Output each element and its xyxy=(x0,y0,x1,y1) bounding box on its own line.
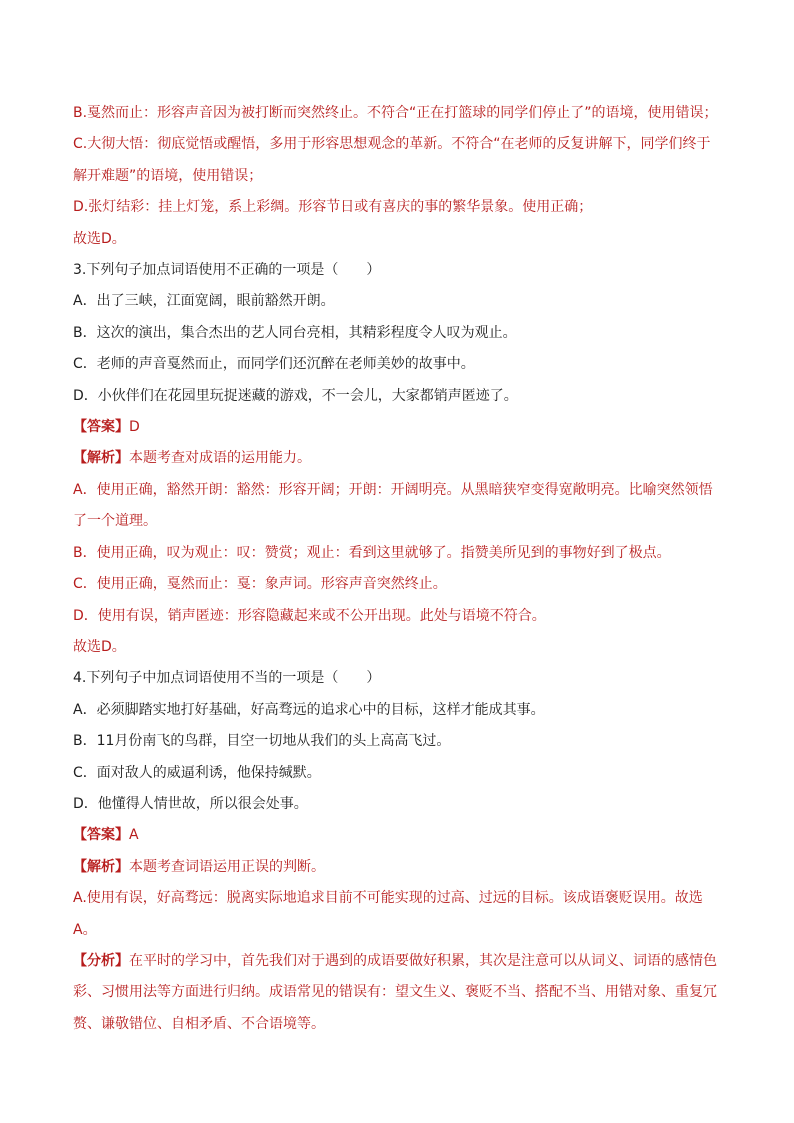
analysis-tag: 【解析】 xyxy=(73,858,129,875)
question-3-stem: 3.下列句子加点词语使用不正确的一项是（ ） xyxy=(73,262,381,279)
analysis-tag: 【解析】 xyxy=(73,450,129,467)
prev-conclusion: 故选D。 xyxy=(73,230,126,247)
answer-tag: 【答案】 xyxy=(73,419,129,436)
question-4-analysis-a: A.使用有误，好高骛远：脱离实际地追求目前不可能实现的过高、过远的目标。该成语褒贬误用。故选A。 xyxy=(73,890,703,938)
prev-explanation-b: B.戛然而止：形容声音因为被打断而突然终止。不符合“正在打篮球的同学们停止了”的语境，使用错误； xyxy=(73,105,718,121)
question-4-option-b: B．11月份南飞的鸟群，目空一切地从我们的头上高高飞过。 xyxy=(73,733,451,750)
prev-explanation-d: D.张灯结彩：挂上灯笼，系上彩绸。形容节日或有喜庆的事的繁华景象。使用正确； xyxy=(73,199,593,216)
question-4-option-a: A．必须脚踏实地打好基础，好高骛远的追求心中的目标，这样才能成其事。 xyxy=(73,701,545,718)
question-3-answer xyxy=(73,412,723,443)
analysis-intro: 本题考查对成语的运用能力。 xyxy=(129,450,311,467)
answer-tag: 【答案】 xyxy=(73,827,129,844)
answer-value: A xyxy=(129,827,139,844)
question-3-option-d: D．小伙伴们在花园里玩捉迷藏的游戏，不一会儿，大家都销声匿迹了。 xyxy=(73,387,518,404)
note-text: 在平时的学习中，首先我们对于遇到的成语要做好积累，其次是注意可以从词义、词语的感情色彩、习惯用法等方面进行归纳。成语常见的错误有：望文生义、褒贬不当、搭配不当、用错对象、重复冗赘、谦敬错位、自相矛盾、不合语境等。 xyxy=(73,952,717,1032)
question-3-analysis xyxy=(73,443,723,474)
analysis-intro: 本题考查词语运用正误的判断。 xyxy=(129,858,325,875)
question-3-analysis-a: A．使用正确，豁然开朗：豁然：形容开阔；开朗：开阔明亮。从黑暗狭窄变得宽敞明亮。比喻突然领悟了一个道理。 xyxy=(73,481,713,530)
document-body xyxy=(73,98,723,1040)
question-3-option-b: B．这次的演出，集合杰出的艺人同台亮相，其精彩程度令人叹为观止。 xyxy=(73,324,517,341)
question-4-note xyxy=(73,946,723,1040)
question-3-option-a: A．出了三峡，江面宽阔，眼前豁然开朗。 xyxy=(73,293,335,310)
answer-value: D xyxy=(129,419,140,436)
question-4-analysis xyxy=(73,852,723,883)
question-3-conclusion: 故选D。 xyxy=(73,638,126,655)
question-3-analysis-b: B．使用正确，叹为观止：叹：赞赏；观止：看到这里就够了。指赞美所见到的事物好到了极点。 xyxy=(73,544,671,561)
note-tag: 【分析】 xyxy=(73,952,129,969)
question-3-analysis-d: D．使用有误，销声匿迹：形容隐藏起来或不公开出现。此处与语境不符合。 xyxy=(73,607,546,624)
question-4-answer xyxy=(73,820,723,851)
question-4-option-c: C．面对敌人的威逼利诱，他保持缄默。 xyxy=(73,764,321,781)
question-3-option-c: C．老师的声音戛然而止，而同学们还沉醉在老师美妙的故事中。 xyxy=(73,356,475,373)
question-3-analysis-c: C．使用正确，戛然而止：戛：象声词。形容声音突然终止。 xyxy=(73,576,447,593)
question-4-option-d: D．他懂得人情世故，所以很会处事。 xyxy=(73,795,308,812)
question-4-stem: 4.下列句子中加点词语使用不当的一项是（ ） xyxy=(73,670,381,687)
prev-explanation-c: C.大彻大悟：彻底觉悟或醒悟，多用于形容思想观念的革新。不符合“在老师的反复讲解下，同学们终于解开难题”的语境，使用错误； xyxy=(73,136,711,184)
